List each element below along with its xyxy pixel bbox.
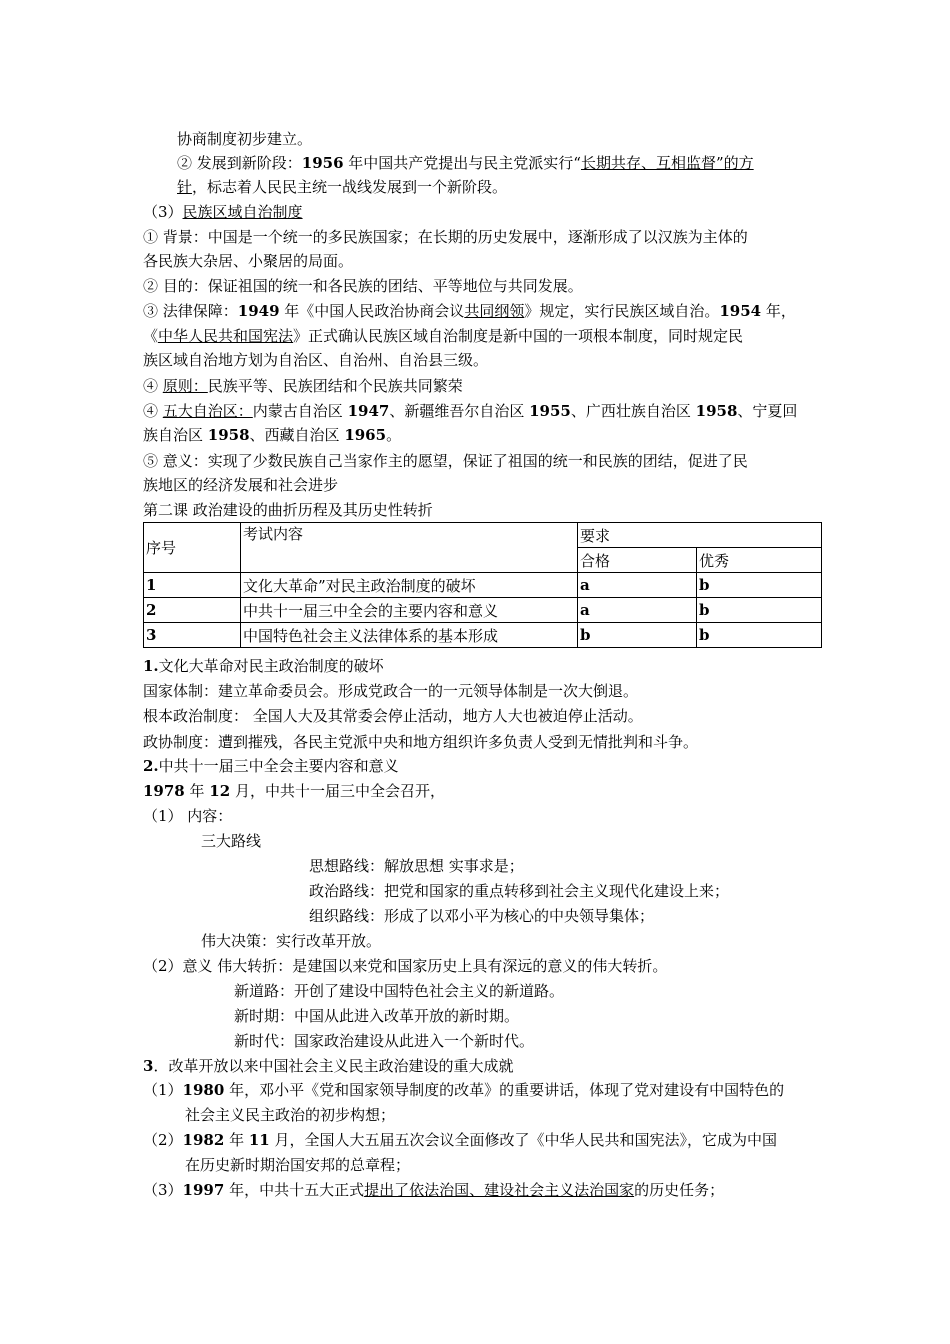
text-line	[143, 781, 445, 801]
text-segment: 共同纲领	[464, 302, 525, 320]
text-line	[234, 1006, 519, 1026]
row-content: 中共十一届三中全会的主要内容和意义	[241, 598, 578, 623]
text-line	[185, 1155, 410, 1175]
lesson-title	[143, 500, 433, 520]
text-line	[201, 831, 261, 851]
text-segment: 11	[248, 1131, 270, 1149]
text-segment: 思想路线：解放思想 实事求是；	[309, 857, 524, 875]
text-line	[143, 425, 401, 445]
text-line	[143, 251, 353, 271]
text-segment: 1997	[182, 1181, 225, 1199]
text-segment: （1） 内容：	[143, 807, 233, 825]
text-segment: 1980	[182, 1081, 225, 1099]
text-segment: 年	[224, 1131, 249, 1149]
text-line	[143, 227, 748, 247]
text-line	[177, 129, 312, 149]
text-line	[143, 451, 748, 471]
text-line	[309, 881, 729, 901]
text-segment: 长期共存、互相监督”的方	[580, 154, 754, 172]
section-heading	[143, 756, 399, 776]
text-segment: ② 发展到新阶段：	[177, 154, 302, 172]
text-segment: 社会主义民主政治的初步构想；	[185, 1106, 396, 1124]
table-header-row	[144, 523, 822, 548]
row-pass: a	[578, 598, 697, 623]
text-line	[143, 706, 643, 726]
text-segment: 1949	[237, 302, 280, 320]
row-pass: b	[578, 623, 697, 648]
text-line	[309, 906, 654, 926]
text-segment: 提出了依法治国、建设社会主义法治国家	[364, 1181, 635, 1199]
text-line	[143, 1130, 777, 1150]
text-segment: 组织路线：形成了以邓小平为核心的中央领导集体；	[309, 907, 655, 925]
text-segment: 协商制度初步建立。	[177, 130, 313, 148]
table-row	[144, 573, 822, 598]
row-no: 2	[144, 598, 241, 623]
text-segment: 新时代：国家政治建设从此进入一个新时代。	[234, 1032, 535, 1050]
row-pass: a	[578, 573, 697, 598]
row-content: 中国特色社会主义法律体系的基本形成	[241, 623, 578, 648]
text-segment: 原则：	[162, 377, 208, 395]
text-segment: 年	[184, 782, 210, 800]
text-segment: 1.	[143, 657, 159, 675]
text-segment: 族区域自治地方划为自治区、自治州、自治县三级。	[143, 351, 489, 369]
text-segment: 《	[143, 327, 159, 345]
text-segment: 1965	[344, 426, 387, 444]
row-excellent: b	[697, 598, 822, 623]
text-segment: 》规定，实行民族区域自治。	[524, 302, 720, 320]
text-segment: 1955	[529, 402, 571, 420]
text-line	[143, 732, 698, 752]
text-segment: 月，全国人大五届五次会议全面修改了《中华人民共和国宪法》，它成为中国	[269, 1131, 777, 1149]
text-segment: ④	[143, 402, 163, 420]
text-segment: 中共十一届三中全会主要内容和意义	[158, 757, 399, 775]
text-segment: 民族平等、民族团结和个民族共同繁荣	[207, 377, 463, 395]
text-segment: 、广西壮族自治区	[570, 402, 696, 420]
text-segment: 中华人民共和国宪法	[158, 327, 294, 345]
text-segment: （1）	[143, 1081, 183, 1099]
text-line	[143, 681, 638, 701]
text-segment: 、西藏自治区	[249, 426, 345, 444]
text-segment: 1982	[182, 1131, 225, 1149]
text-segment: 族自治区	[143, 426, 208, 444]
text-line	[177, 153, 754, 173]
text-segment: （2）意义 伟大转折：是建国以来党和国家历史上具有深远的意义的伟大转折。	[143, 957, 668, 975]
text-line	[234, 981, 564, 1001]
row-no: 1	[144, 573, 241, 598]
text-segment: 三大路线	[201, 832, 262, 850]
text-segment: 、宁夏回	[737, 402, 798, 420]
text-segment: 新时期：中国从此进入改革开放的新时期。	[234, 1007, 520, 1025]
text-line	[143, 326, 743, 346]
row-no: 3	[144, 623, 241, 648]
text-segment: ① 背景：中国是一个统一的多民族国家；在长期的历史发展中，逐渐形成了以汉族为主体的	[143, 228, 748, 246]
text-segment: 2.	[143, 757, 159, 775]
section-heading	[143, 656, 384, 676]
text-segment: 12	[209, 782, 231, 800]
text-segment: 新道路：开创了建设中国特色社会主义的新道路。	[234, 982, 565, 1000]
text-segment: 国家体制：建立革命委员会。形成党政合一的一元领导体制是一次大倒退。	[143, 682, 639, 700]
header-no: 序号	[144, 523, 241, 573]
text-segment: 1956	[301, 154, 344, 172]
table-row	[144, 623, 822, 648]
text-segment: 伟大决策：实行改革开放。	[201, 932, 382, 950]
section-heading	[143, 1056, 513, 1076]
text-segment: （2）	[143, 1131, 183, 1149]
text-segment: 针	[177, 178, 193, 196]
header-content: 考试内容	[241, 523, 578, 573]
text-segment: 各民族大杂居、小聚居的局面。	[143, 252, 354, 270]
section-heading	[143, 202, 303, 222]
text-line	[143, 1180, 724, 1200]
text-segment: 月，中共十一届三中全会召开，	[230, 782, 445, 800]
text-segment: ⑤ 意义：实现了少数民族自己当家作主的愿望，保证了祖国的统一和民族的团结，促进了民	[143, 452, 748, 470]
text-line	[143, 376, 463, 396]
text-line	[143, 350, 488, 370]
text-line	[201, 931, 381, 951]
text-segment: 年《中国人民政治协商会议	[279, 302, 465, 320]
text-segment: （3）	[143, 1181, 183, 1199]
text-segment: 年，	[761, 302, 796, 320]
text-line	[143, 806, 232, 826]
text-segment: 民族区域自治制度	[182, 203, 303, 221]
text-segment: 年中国共产党提出与民主党派实行“	[343, 154, 581, 172]
row-content: 文化大革命”对民主政治制度的破坏	[241, 573, 578, 598]
text-segment: 1978	[143, 782, 185, 800]
text-segment: 政协制度：遭到摧残，各民主党派中央和地方组织许多负责人受到无情批判和斗争。	[143, 733, 699, 751]
text-segment: 族地区的经济发展和社会进步	[143, 476, 339, 494]
text-line	[143, 956, 667, 976]
text-line	[143, 301, 796, 321]
text-segment: 根本政治制度： 全国人大及其常委会停止活动，地方人大也被迫停止活动。	[143, 707, 643, 725]
text-segment: 文化大革命对民主政治制度的破坏	[158, 657, 384, 675]
text-segment: 3	[143, 1057, 154, 1075]
text-segment: 第二课 政治建设的曲折历程及其历史性转折	[143, 501, 433, 519]
header-excellent: 优秀	[697, 548, 822, 573]
text-segment: 1958	[207, 426, 250, 444]
text-segment: 1958	[695, 402, 738, 420]
text-segment: 内蒙古自治区	[252, 402, 348, 420]
text-segment: ③ 法律保障：	[143, 302, 238, 320]
text-segment: ．改革开放以来中国社会主义民主政治建设的重大成就	[153, 1057, 514, 1075]
requirements-table	[143, 522, 822, 648]
text-segment: 在历史新时期治国安邦的总章程；	[185, 1156, 411, 1174]
text-segment: 的历史任务；	[634, 1181, 725, 1199]
text-line	[177, 177, 507, 197]
text-line	[143, 1080, 784, 1100]
text-segment: 年，中共十五大正式	[224, 1181, 365, 1199]
text-segment: 》正式确认民族区域自治制度是新中国的一项根本制度，同时规定民	[293, 327, 744, 345]
row-excellent: b	[697, 573, 822, 598]
text-segment: （3）	[143, 203, 183, 221]
text-segment: 、新疆维吾尔自治区	[389, 402, 530, 420]
text-line	[185, 1105, 395, 1125]
header-pass: 合格	[578, 548, 697, 573]
text-segment: 。	[386, 426, 402, 444]
text-line	[143, 276, 583, 296]
text-line	[143, 475, 338, 495]
row-excellent: b	[697, 623, 822, 648]
header-requirement: 要求	[578, 523, 822, 548]
text-line	[309, 856, 524, 876]
text-line	[143, 401, 797, 421]
text-segment: ② 目的：保证祖国的统一和各民族的团结、平等地位与共同发展。	[143, 277, 583, 295]
text-line	[234, 1031, 534, 1051]
text-segment: 年，邓小平《党和国家领导制度的改革》的重要讲话，体现了党对建设有中国特色的	[224, 1081, 785, 1099]
text-segment: ，标志着人民民主统一战线发展到一个新阶段。	[192, 178, 508, 196]
table-row	[144, 598, 822, 623]
text-segment: 政治路线：把党和国家的重点转移到社会主义现代化建设上来；	[309, 882, 730, 900]
text-segment: 1954	[719, 302, 762, 320]
text-segment: ④	[143, 377, 163, 395]
text-segment: 五大自治区：	[162, 402, 253, 420]
text-segment: 1947	[347, 402, 390, 420]
